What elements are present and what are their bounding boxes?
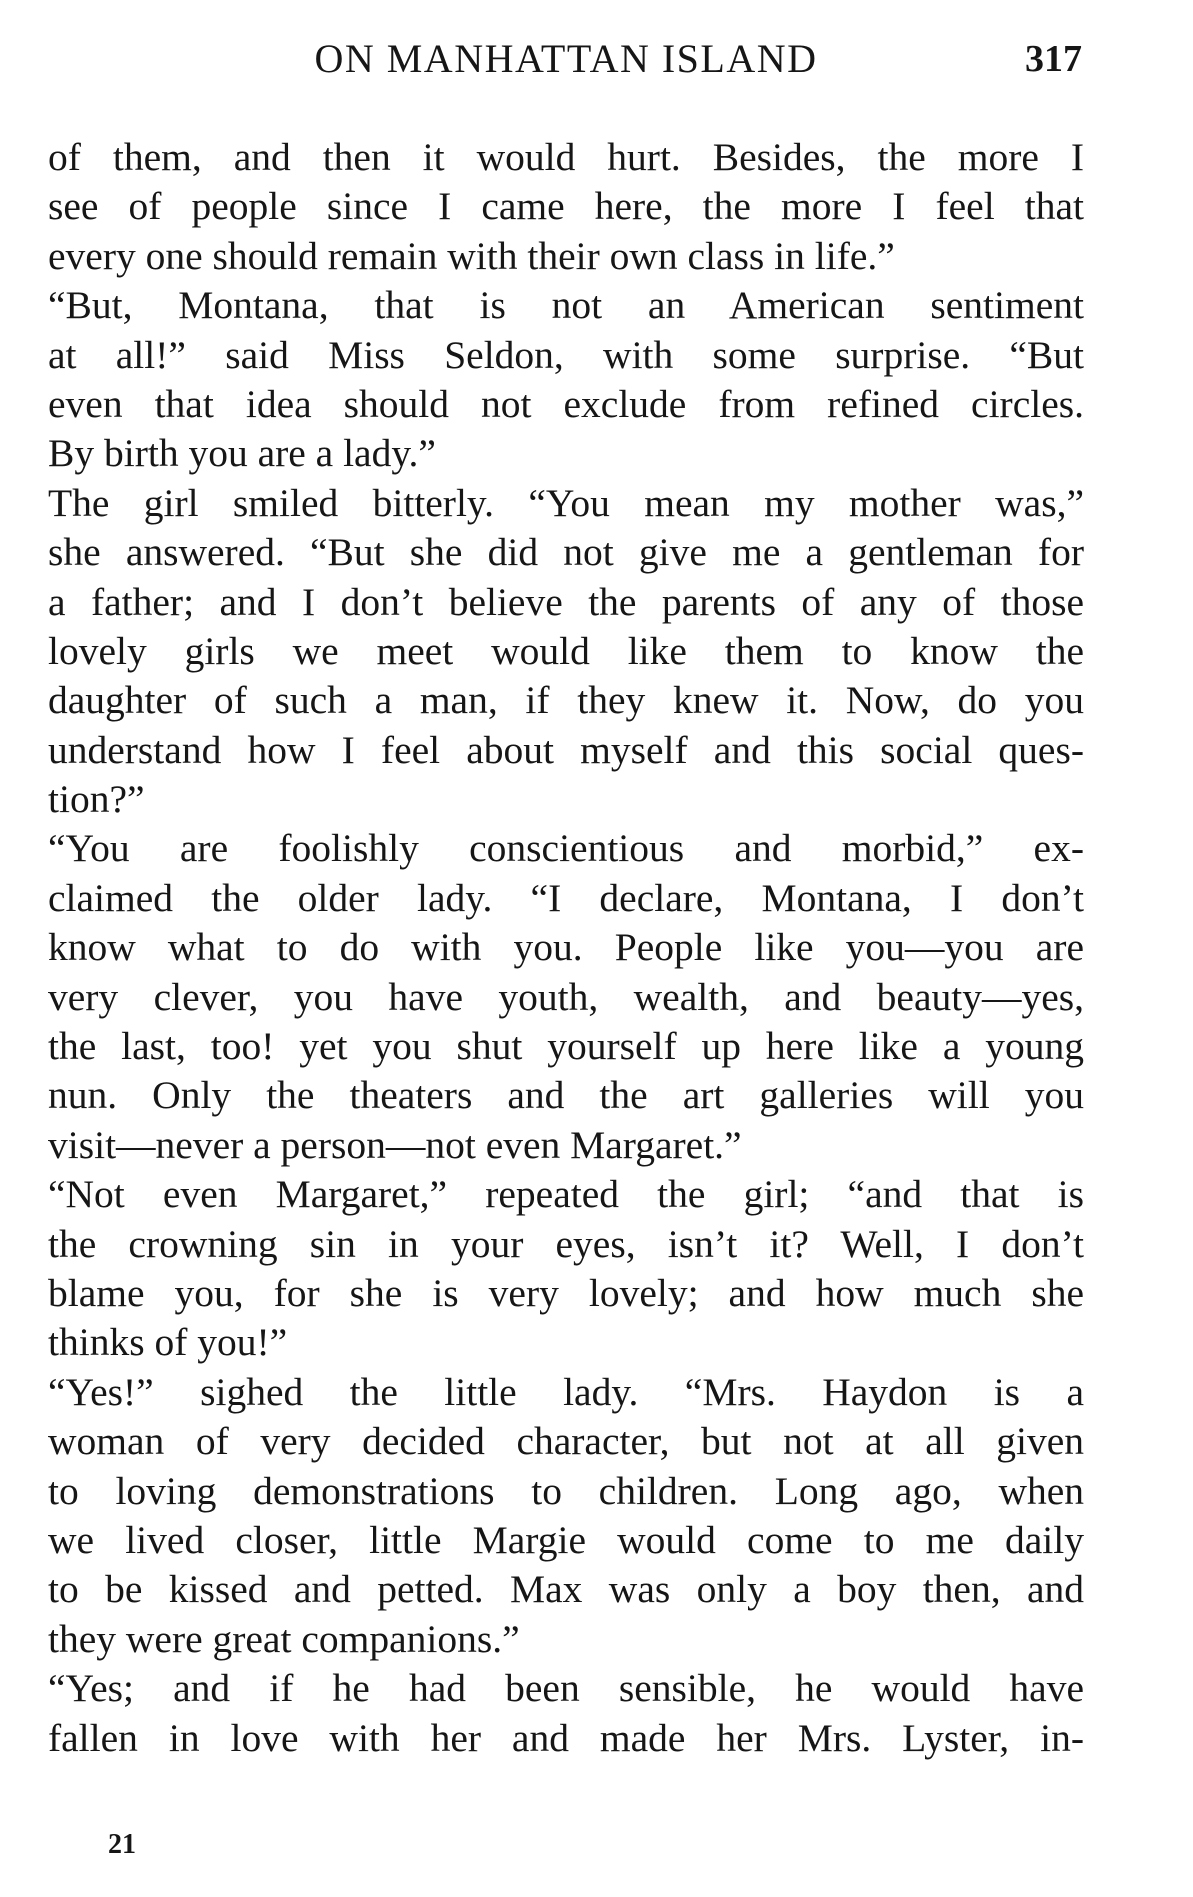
text-line: understand how I feel about myself and this social ques-	[48, 727, 1084, 772]
book-page	[48, 0, 1084, 1897]
text-line: thinks of you!”	[48, 1320, 288, 1365]
text-line: blame you, for she is very lovely; and how much she	[48, 1270, 1084, 1315]
text-line: daughter of such a man, if they knew it. Now, do you	[48, 678, 1084, 723]
text-line: “But, Montana, that is not an American sentiment	[48, 283, 1084, 328]
text-line: fallen in love with her and made her Mrs. Lyster, in-	[48, 1715, 1084, 1760]
text-line: nun. Only the theaters and the art galleries will you	[48, 1073, 1084, 1118]
text-line: “Yes; and if he had been sensible, he would have	[48, 1666, 1084, 1711]
text-line: to loving demonstrations to children. Long ago, when	[48, 1468, 1084, 1513]
text-line: they were great companions.”	[48, 1616, 520, 1661]
text-line: she answered. “But she did not give me a gentleman for	[48, 530, 1084, 575]
text-line: visit—never a person—not even Margaret.”	[48, 1122, 742, 1167]
text-line: even that idea should not exclude from refined circles.	[48, 381, 1084, 426]
text-line: at all!” said Miss Seldon, with some surprise. “But	[48, 332, 1084, 377]
text-line: tion?”	[48, 777, 145, 822]
text-line: claimed the older lady. “I declare, Montana, I don’t	[48, 875, 1084, 920]
text-line: we lived closer, little Margie would come to me daily	[48, 1517, 1084, 1562]
text-line: The girl smiled bitterly. “You mean my mother was,”	[48, 480, 1084, 525]
text-line: the crowning sin in your eyes, isn’t it? Well, I don’t	[48, 1221, 1084, 1266]
text-line: lovely girls we meet would like them to know the	[48, 628, 1084, 673]
text-line: of them, and then it would hurt. Besides, the more I	[48, 135, 1084, 179]
text-line: know what to do with you. People like you—you are	[48, 925, 1084, 970]
text-line: see of people since I came here, the more I feel that	[48, 184, 1084, 229]
text-line: very clever, you have youth, wealth, and beauty—yes,	[48, 974, 1084, 1019]
text-line: to be kissed and petted. Max was only a boy then, and	[48, 1567, 1084, 1612]
text-line: “Yes!” sighed the little lady. “Mrs. Haydon is a	[48, 1369, 1084, 1414]
text-line: the last, too! yet you shut yourself up here like a young	[48, 1024, 1084, 1069]
signature-mark: 21	[108, 1829, 136, 1860]
text-line: “Not even Margaret,” repeated the girl; “and that is	[48, 1172, 1084, 1217]
page-number: 317	[1025, 38, 1082, 80]
running-title: ON MANHATTAN ISLAND	[314, 36, 818, 81]
running-head	[48, 34, 1084, 84]
text-line: woman of very decided character, but not at all given	[48, 1419, 1084, 1464]
text-line: every one should remain with their own class in life.”	[48, 233, 895, 278]
text-line: “You are foolishly conscientious and morbid,” ex-	[48, 826, 1084, 871]
body-text	[48, 133, 1084, 1763]
text-line: a father; and I don’t believe the parents of any of those	[48, 579, 1084, 624]
text-line: By birth you are a lady.”	[48, 431, 436, 476]
